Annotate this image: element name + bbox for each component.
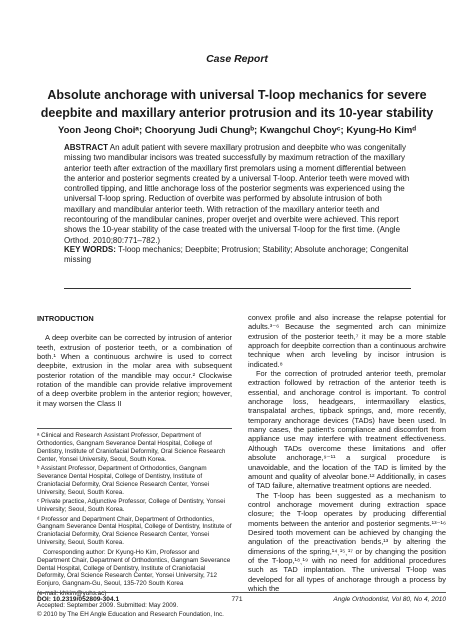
footer-rule <box>37 592 446 593</box>
case-report-label: Case Report <box>206 53 268 65</box>
intro-paragraph-1: A deep overbite can be corrected by intrusion of anterior teeth, extrusion of posterior teeth, or a combination of both.¹ When a continuous archwire is used to correct deepbite, extrusion in the molar area with subsequent posterior rotation of the mandible may occur.² Clockwise rotation of the mandible can provide relative improvement of a deep overbite problem in the anterior region; however, it may worsen the Class II <box>37 333 232 408</box>
abstract <box>64 143 411 246</box>
right-paragraph-1: convex profile and also increase the relapse potential for adults.³⁻⁶ Because the segmented arch can minimize extrusion of the posterior teeth,⁷ it may be a more stable approach for deepbite correction than a continuous archwire technique when arch leveling by incisor intrusion is indicated.⁸ <box>248 313 446 369</box>
keywords-text: T-loop mechanics; Deepbite; Protrusion; Stability; Absolute anchorage; Congenital missing <box>64 245 409 265</box>
right-paragraph-2: For the correction of protruded anterior teeth, premolar extraction followed by retraction of the anterior teeth is essential, and anchorage control is important. To control anchorage loss, headgears, intermaxillary elastics, transpalatal arches, tipback springs, and, more recently, temporary anchorage devices (TADs) have been used. In many cases, the patient's compliance and discomfort from appliance use may interfere with treatment effectiveness. Although TADs overcome these limitations and offer absolute anchorage,⁹⁻¹¹ a surgical procedure is unavoidable, and the location of the TAD is limited by the amount and quality of alveolar bone.¹² Additionally, in cases of TAD failure, alternative treatment options are needed. <box>248 369 446 491</box>
author-list: Yoon Jeong Choiᵃ; Chooryung Judi Chungᵇ; Kwangchul Choyᶜ; Kyung-Ho Kimᵈ <box>58 125 416 136</box>
footnote-c: ᶜ Private practice, Adjunctive Professor, College of Dentistry, Yonsei University; Seoul, South Korea. <box>37 498 225 514</box>
abstract-text: An adult patient with severe maxillary protrusion and deepbite who was congenitally missing two mandibular incisors was treated successfully by maximum retraction of the maxillary anterior teeth after extraction of the maxillary first premolars using a moment differential between the anterior and posterior segments created by a universal T-loop. Anterior teeth were moved with controlled tipping, and little anchorage loss of the posterior segments was experienced using the universal T-loop spring. Reduction of overbite was performed by absolute intrusion of both maxillary and mandibular anterior teeth. With retraction of the maxillary anterior teeth and recontouring of the mandibular canines, proper overjet and overbite were achieved. This report shows the 10-year stability of the case treated with the universal T-loop for the first time. <box>64 143 410 235</box>
accepted-submitted: Accepted: September 2009. Submitted: May 2009. <box>37 601 179 609</box>
article-title: Absolute anchorage with universal T-loop mechanics for severe deepbite and maxillary anterior protrusion and its 10-year stability <box>40 88 434 120</box>
author-email: (e-mail: khkim@yuhs.ac) <box>37 589 107 597</box>
right-column <box>248 313 446 593</box>
keywords-label: KEY WORDS: <box>64 245 116 254</box>
abstract-label: ABSTRACT <box>64 143 108 152</box>
doi-text: DOI: 10.2319/052809-304.1 <box>37 596 120 603</box>
footnote-a: ᵃ Clinical and Research Assistant Professor, Department of Orthodontics, Gangnam Severance Dental Hospital, College of Dentistry, Institute of Craniofacial Deformity, Oral Science Research Center, Yonsei University, Seoul, South Korea. <box>37 432 226 463</box>
abstract-bottom-rule <box>64 288 411 289</box>
right-paragraph-3: The T-loop has been suggested as a mechanism to control anchorage movement during extraction space closure; the T-loop operates by producing differential moments between the anterior and posterior segments.¹³⁻¹⁶ Desired tooth movement can be achieved by changing the angulation of the preactivation bends,¹³ by altering the dimensions of the spring,¹⁴ˎ¹⁵ˎ¹⁷ or by changing the position of the T-loop,¹⁸ˎ¹⁹ with no need for additional procedures such as TAD implantation. The universal T-loop was developed for all types of anchorage through a process by which the <box>248 490 446 593</box>
introduction-heading: INTRODUCTION <box>37 314 94 323</box>
copyright-notice: © 2010 by The EH Angle Education and Research Foundation, Inc. <box>37 611 224 619</box>
footnote-d: ᵈ Professor and Department Chair, Department of Orthodontics, Gangnam Severance Dental Hospital, College of Dentistry, Institute of Craniofacial Deformity, Oral Science Research Center, Yonsei University, Seoul, South Korea. <box>37 515 232 547</box>
corresponding-author: Corresponding author: Dr Kyung-Ho Kim, Professor and Department Chair, Department of Orthodontics, Gangnam Severance Dental Hospital, College of Dentistry, Institute of Craniofacial Deformity, Oral Science Research Center, Yonsei University, 712 Eonjuro, Gangnam-Gu, Seoul, 135-720 South Korea <box>37 548 231 588</box>
left-column <box>37 314 232 408</box>
abstract-citation: (Angle Orthod. 2010;80:771–782.) <box>64 225 401 245</box>
journal-citation: Angle Orthodontist, Vol 80, No 4, 2010 <box>333 596 446 603</box>
footnote-b: ᵇ Assistant Professor, Department of Orthodontics, Gangnam Severance Dental Hospital, College of Dentistry, Institute of Craniofacial Deformity, Oral Science Research Center, Yonsei University, Seoul, South Korea. <box>37 465 210 496</box>
keywords <box>64 245 411 266</box>
page-number: 771 <box>231 596 243 603</box>
footnote-separator <box>37 428 232 429</box>
